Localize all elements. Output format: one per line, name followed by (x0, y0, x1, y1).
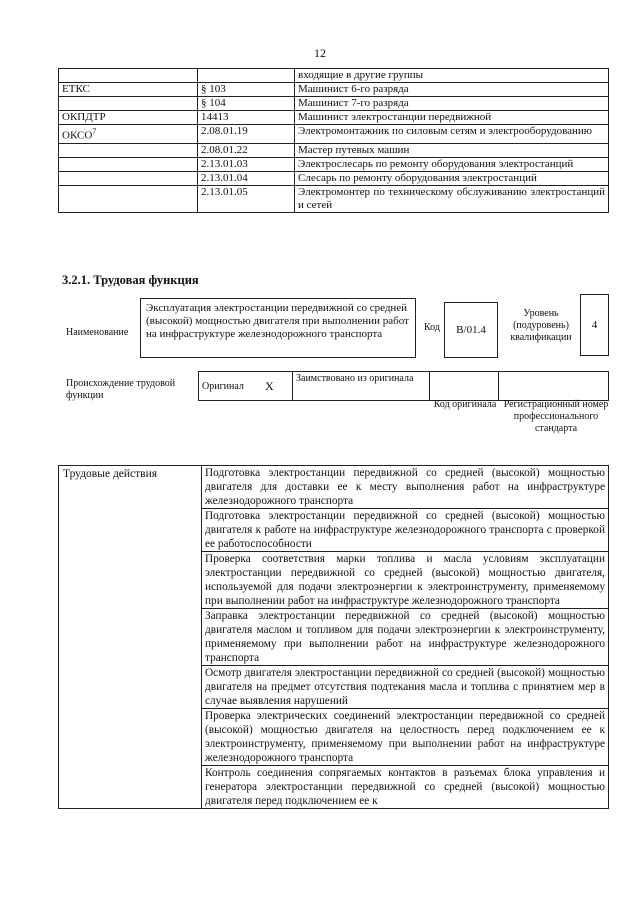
labor-action-item: Контроль соединения сопрягаемых контактов в разъемах блока управления и генератора электростанции передвижной со средней (высокой) мощностью двигателя перед подключением ее к (202, 766, 609, 809)
page-number: 12 (314, 46, 326, 60)
classification-cell-c2 (198, 157, 295, 171)
labor-action-row (59, 466, 609, 509)
classification-cell-c3 (295, 185, 609, 212)
classification-row (59, 143, 609, 157)
classification-cell-c2 (198, 143, 295, 157)
function-name: Эксплуатация электростанции передвижной со средней (высокой) мощностью двигателя при выполнении работ на инфраструктуре железнодорожного транспорта (140, 298, 416, 358)
function-code-value: В/01.4 (456, 324, 486, 336)
classification-cell-c1 (59, 125, 198, 144)
classification-text: Электромонтер по техническому обслуживанию электростанций и сетей (298, 185, 605, 211)
origin-label: Происхождение трудовой функции (66, 378, 176, 401)
original-label-cell (199, 372, 263, 401)
classification-cell-c2 (198, 69, 295, 83)
level-label: Уровень (подуровень) квалификации (510, 308, 572, 343)
classification-cell-c1 (59, 157, 198, 171)
classification-text: Мастер путевых машин (298, 143, 410, 156)
code-caption: Код оригинала (433, 399, 497, 410)
classification-text: ОКПДТР (62, 111, 106, 123)
classification-cell-c2 (198, 83, 295, 97)
classification-text: 2.08.01.19 (201, 125, 248, 137)
classification-cell-c2 (198, 111, 295, 125)
classification-text: 2.13.01.05 (201, 185, 248, 198)
labor-actions-table (58, 465, 609, 809)
classification-text: Машинист 7-го разряда (298, 97, 409, 109)
code-label: Код (424, 322, 440, 333)
classification-cell-c2 (198, 185, 295, 212)
classification-cell-c1 (59, 83, 198, 97)
classification-text: Машинист электростанции передвижной (298, 111, 492, 123)
classification-row (59, 83, 609, 97)
labor-action-item: Подготовка электростанции передвижной со средней (высокой) мощностью двигателя к работе на инфраструктуре железнодорожного транспорта с проверкой ее работоспособности (202, 509, 609, 552)
classification-cell-c1 (59, 97, 198, 111)
labor-actions-label-cell (59, 466, 202, 809)
classification-cell-c1 (59, 185, 198, 212)
borrowed-label: Заимствовано из оригинала (296, 373, 414, 384)
classification-text: § 104 (201, 97, 226, 109)
classification-row (59, 111, 609, 125)
classification-text: Электромонтажник по силовым сетям и электрооборудованию (298, 125, 593, 137)
origin-table (198, 371, 609, 401)
classification-cell-c1 (59, 69, 198, 83)
function-code (444, 302, 498, 358)
classification-cell-c3 (295, 171, 609, 185)
classification-row (59, 157, 609, 171)
classification-cell-c3 (295, 83, 609, 97)
classification-text: Электрослесарь по ремонту оборудования электростанций (298, 157, 574, 170)
name-label: Наименование (66, 327, 129, 338)
reg-number-cell (499, 372, 609, 401)
classification-text: ЕТКС (62, 83, 90, 95)
classification-cell-c3 (295, 111, 609, 125)
classification-row (59, 125, 609, 144)
classification-row (59, 69, 609, 83)
classification-cell-c3 (295, 125, 609, 144)
classification-text: § 103 (201, 83, 226, 95)
original-code-cell (430, 372, 499, 401)
borrowed-cell (293, 372, 430, 401)
qualification-level-value: 4 (591, 319, 598, 331)
labor-action-item: Проверка соответствия марки топлива и масла условиям эксплуатации электростанции передвижной со средней (высокой) мощностью двигателя, используемой для подачи электроэнергии к электроинструменту, применяемому при выполнении работ на инфраструктуре железнодорожного транспорта (202, 552, 609, 609)
classification-cell-c2 (198, 125, 295, 144)
classification-text: ОКСО (62, 129, 93, 142)
classification-text: 2.13.01.03 (201, 157, 248, 170)
classification-cell-c3 (295, 69, 609, 83)
classification-cell-c3 (295, 157, 609, 171)
classification-table (58, 68, 609, 213)
footnote-mark: 7 (92, 127, 97, 136)
section-title: 3.2.1. Трудовая функция (62, 273, 199, 287)
labor-action-item: Осмотр двигателя электростанции передвижной со средней (высокой) мощностью двигателя на предмет отсутствия подтекания масла и топлива с принятием мер в случае выявления нарушений (202, 666, 609, 709)
qualification-level (580, 294, 609, 356)
classification-cell-c1 (59, 143, 198, 157)
labor-action-item: Проверка электрических соединений электростанции передвижной со средней (высокой) мощностью двигателя на целостность перед подключением ее к электроинструменту, применяемому при выполнении работ на инфраструктуре железнодорожного транспорта (202, 709, 609, 766)
classification-text: входящие в другие группы (298, 69, 424, 81)
classification-text: 2.13.01.04 (201, 171, 248, 184)
classification-cell-c3 (295, 143, 609, 157)
classification-cell-c2 (198, 97, 295, 111)
original-mark: Х (265, 378, 274, 393)
classification-row (59, 97, 609, 111)
classification-cell-c1 (59, 111, 198, 125)
reg-caption: Регистрационный номер профессионального стандарта (503, 399, 609, 434)
original-label: Оригинал (202, 380, 244, 392)
labor-actions-label: Трудовые действия (63, 468, 158, 480)
classification-text: 14413 (201, 111, 229, 123)
classification-text: Машинист 6-го разряда (298, 83, 409, 95)
classification-cell-c2 (198, 171, 295, 185)
classification-row (59, 185, 609, 212)
classification-text: Слесарь по ремонту оборудования электростанций (298, 171, 537, 184)
original-mark-cell (262, 372, 293, 401)
classification-text: 2.08.01.22 (201, 143, 248, 156)
classification-row (59, 171, 609, 185)
classification-cell-c3 (295, 97, 609, 111)
classification-cell-c1 (59, 171, 198, 185)
labor-action-item: Подготовка электростанции передвижной со средней (высокой) мощностью двигателя для доставки ее к месту выполнения работ на инфраструктуре железнодорожного транспорта (202, 466, 609, 509)
labor-action-item: Заправка электростанции передвижной со средней (высокой) мощностью двигателя маслом и топливом для подачи электроэнергии к электроинструменту, применяемому при выполнении работ на инфраструктуре железнодорожного транспорта (202, 609, 609, 666)
